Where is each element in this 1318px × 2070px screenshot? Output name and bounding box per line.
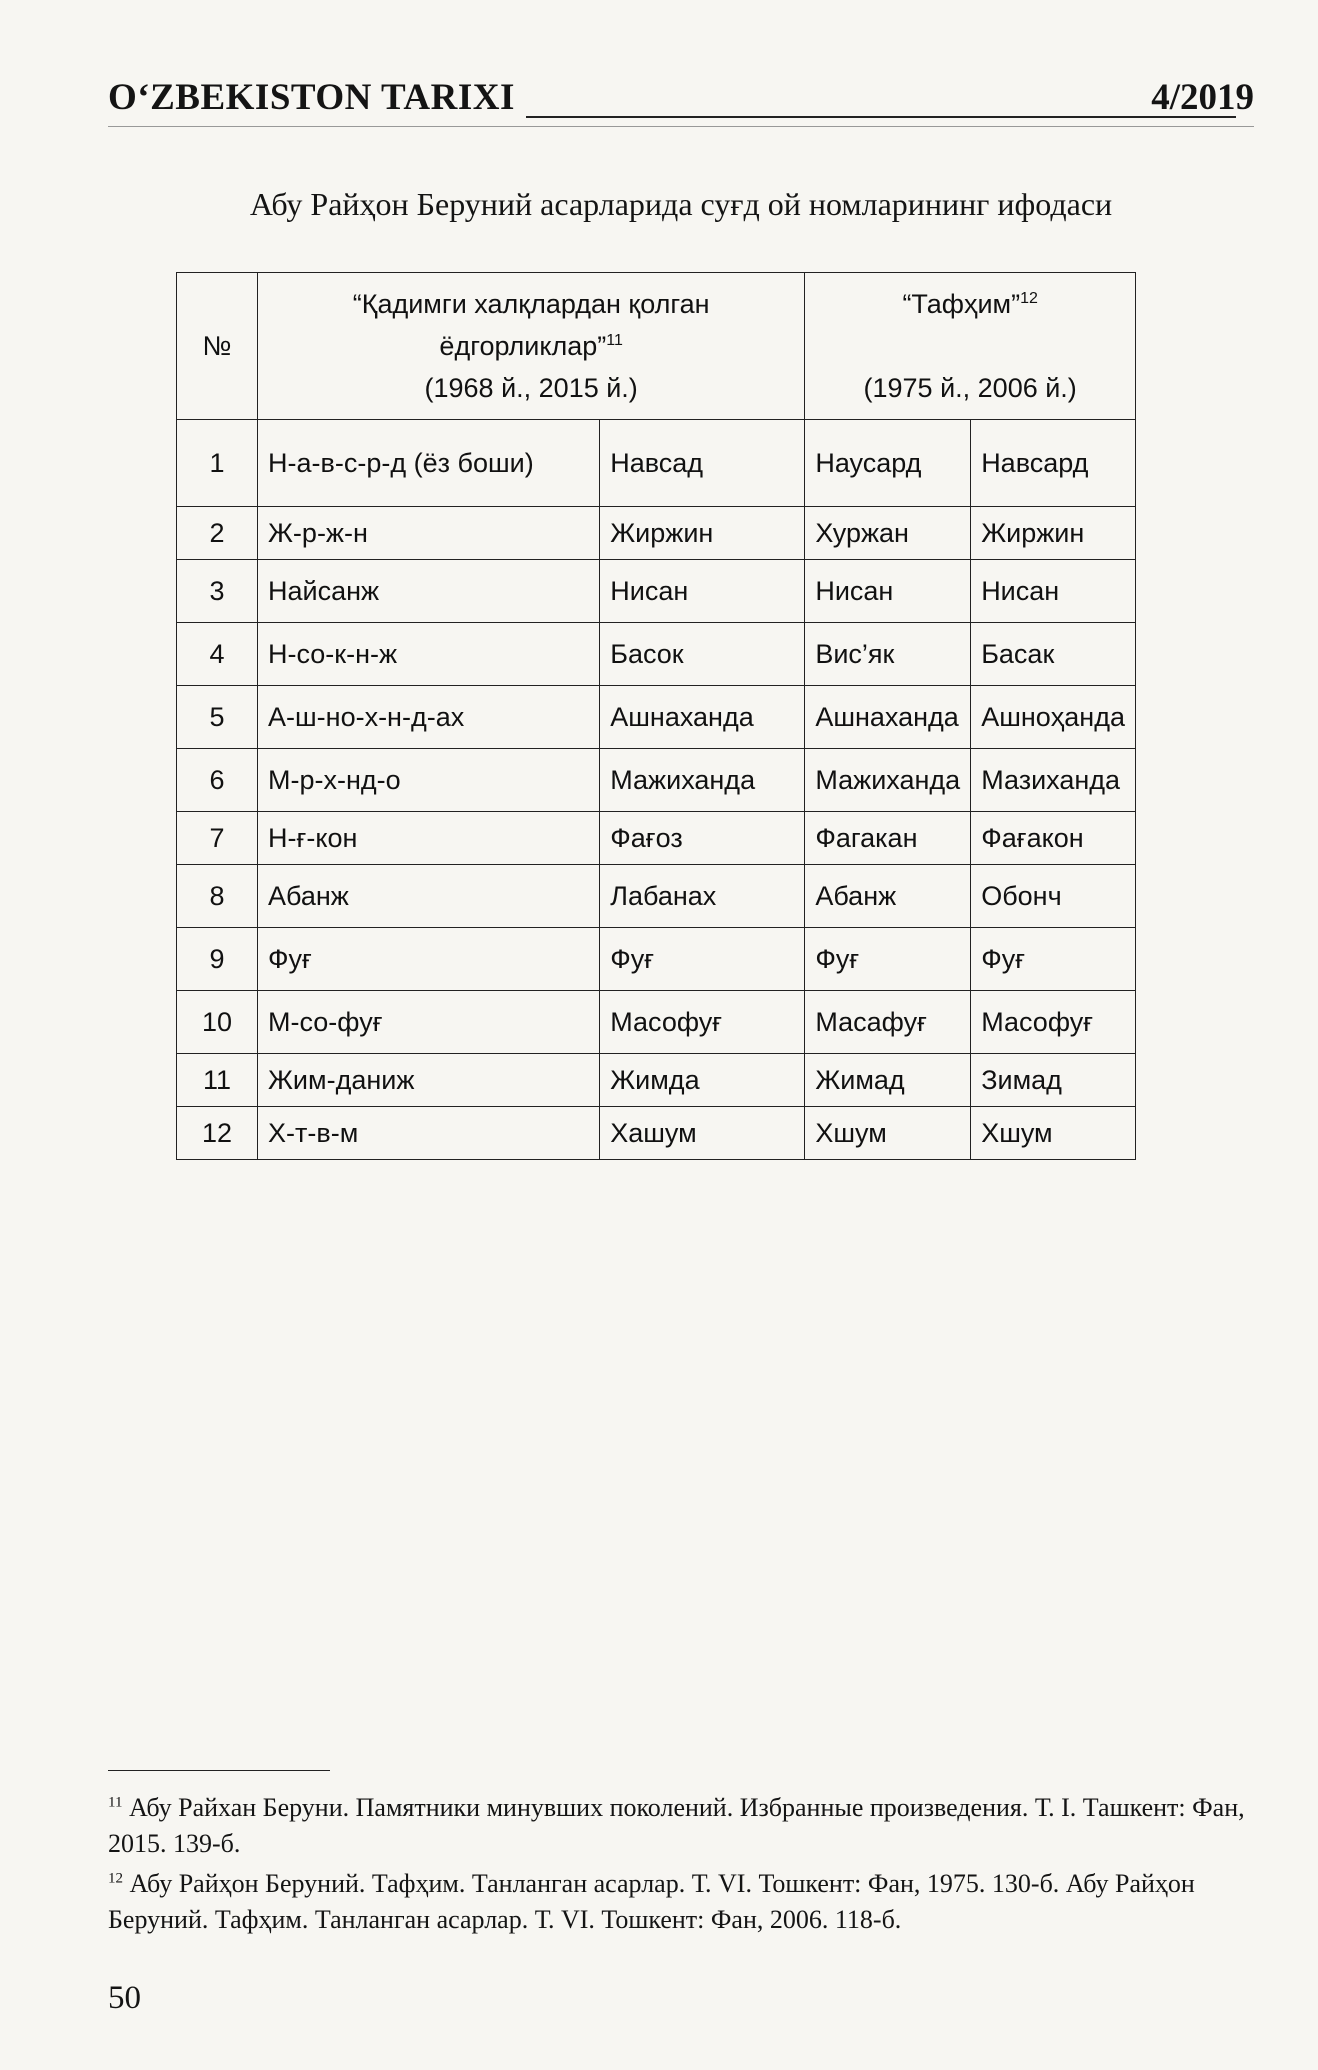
cell-source-b-reading: Басак	[971, 623, 1136, 686]
cell-number: 12	[177, 1107, 258, 1160]
cell-number: 8	[177, 865, 258, 928]
table-row	[177, 623, 1136, 686]
cell-source-a-reading: Басок	[600, 623, 805, 686]
cell-source-a-reading: Лабанах	[600, 865, 805, 928]
footnote-marker: 12	[108, 1870, 123, 1887]
table-row	[177, 749, 1136, 812]
cell-source-a-reading: Жимда	[600, 1054, 805, 1107]
footnote-ref-12: 12	[1020, 290, 1038, 307]
cell-source-a: Фуғ	[258, 928, 600, 991]
cell-source-b: Ашнаханда	[805, 686, 971, 749]
cell-source-b: Хшум	[805, 1107, 971, 1160]
header-underline	[108, 126, 1254, 127]
cell-number: 11	[177, 1054, 258, 1107]
table-row	[177, 991, 1136, 1054]
cell-number: 4	[177, 623, 258, 686]
cell-number: 5	[177, 686, 258, 749]
cell-source-b-reading: Навсард	[971, 420, 1136, 507]
cell-source-b-reading: Обонч	[971, 865, 1136, 928]
header-source-b	[805, 273, 1136, 420]
cell-source-a: Н-со-к-н-ж	[258, 623, 600, 686]
cell-source-a-reading: Масофуғ	[600, 991, 805, 1054]
cell-source-a-reading: Хашум	[600, 1107, 805, 1160]
cell-source-b-reading: Жиржин	[971, 507, 1136, 560]
cell-source-b-reading: Фуғ	[971, 928, 1136, 991]
source-b-title: “Тафҳим”	[902, 289, 1021, 319]
cell-source-a: М-р-х-нд-о	[258, 749, 600, 812]
table-row	[177, 865, 1136, 928]
source-a-title: “Қадимги халқлардан қолган ёдгорликлар”	[352, 289, 710, 361]
cell-source-a-reading: Нисан	[600, 560, 805, 623]
table-row	[177, 686, 1136, 749]
footnote-text: Абу Райҳон Беруний. Тафҳим. Танланган асарлар. Т. VI. Тошкент: Фан, 1975. 130-б. Абу Райҳон Беруний. Тафҳим. Танланган асарлар. Т. VI. Тошкент: Фан, 2006. 118-б.	[108, 1869, 1195, 1934]
cell-source-b: Нисан	[805, 560, 971, 623]
table-body	[177, 420, 1136, 1160]
footnote-11	[108, 1790, 1268, 1862]
cell-source-a: Ж-р-ж-н	[258, 507, 600, 560]
cell-source-b: Наусард	[805, 420, 971, 507]
cell-source-b: Жимад	[805, 1054, 971, 1107]
footnote-marker: 11	[108, 1794, 123, 1811]
table-row	[177, 1107, 1136, 1160]
cell-source-a: М-со-фуғ	[258, 991, 600, 1054]
journal-title: O‘ZBEKISTON TARIXI	[108, 77, 515, 118]
cell-source-b: Вис’як	[805, 623, 971, 686]
header-number: №	[177, 273, 258, 420]
cell-source-a: Жим-даниж	[258, 1054, 600, 1107]
sogdian-months-table	[176, 272, 1136, 1160]
cell-source-a: Н-ғ-кон	[258, 812, 600, 865]
cell-source-b: Фуғ	[805, 928, 971, 991]
cell-source-b: Хуржан	[805, 507, 971, 560]
cell-source-b: Фагакан	[805, 812, 971, 865]
cell-source-b-reading: Фағакон	[971, 812, 1136, 865]
table-row	[177, 1054, 1136, 1107]
cell-source-b-reading: Мазиханда	[971, 749, 1136, 812]
cell-number: 2	[177, 507, 258, 560]
cell-source-a: А-ш-но-х-н-д-ах	[258, 686, 600, 749]
cell-source-b-reading: Нисан	[971, 560, 1136, 623]
cell-source-a: Н-а-в-с-р-д (ёз боши)	[258, 420, 600, 507]
header-rule	[526, 116, 1236, 118]
table-header-row	[177, 273, 1136, 420]
table-row	[177, 812, 1136, 865]
cell-source-a: Абанж	[258, 865, 600, 928]
source-b-years: (1975 й., 2006 й.)	[863, 373, 1077, 403]
table-row	[177, 928, 1136, 991]
cell-source-b-reading: Ашноҳанда	[971, 686, 1136, 749]
cell-source-a-reading: Жиржин	[600, 507, 805, 560]
footnotes	[108, 1790, 1268, 1942]
cell-number: 1	[177, 420, 258, 507]
cell-source-b-reading: Масофуғ	[971, 991, 1136, 1054]
footnote-text: Абу Райхан Беруни. Памятники минувших поколений. Избранные произведения. Т. I. Ташкент: Фан, 2015. 139-б.	[108, 1793, 1245, 1858]
footnote-12	[108, 1866, 1268, 1938]
cell-number: 10	[177, 991, 258, 1054]
cell-number: 3	[177, 560, 258, 623]
table-row	[177, 507, 1136, 560]
cell-source-b: Мажиханда	[805, 749, 971, 812]
cell-source-a-reading: Мажиханда	[600, 749, 805, 812]
cell-number: 6	[177, 749, 258, 812]
cell-source-b-reading: Хшум	[971, 1107, 1136, 1160]
issue-number: 4/2019	[1151, 77, 1254, 118]
cell-number: 9	[177, 928, 258, 991]
cell-number: 7	[177, 812, 258, 865]
cell-source-b-reading: Зимад	[971, 1054, 1136, 1107]
cell-source-a-reading: Ашнаханда	[600, 686, 805, 749]
table-caption: Абу Райҳон Беруний асарларида суғд ой номларининг ифодаси	[249, 186, 1113, 222]
cell-source-b: Масафуғ	[805, 991, 971, 1054]
table-row	[177, 560, 1136, 623]
header-source-a	[258, 273, 805, 420]
cell-source-a: Найсанж	[258, 560, 600, 623]
footnote-rule	[108, 1770, 330, 1771]
cell-source-a-reading: Фуғ	[600, 928, 805, 991]
cell-source-a: Х-т-в-м	[258, 1107, 600, 1160]
cell-source-b: Абанж	[805, 865, 971, 928]
footnote-ref-11: 11	[606, 332, 623, 349]
cell-source-a-reading: Навсад	[600, 420, 805, 507]
running-header	[108, 70, 1254, 130]
table-row	[177, 420, 1136, 507]
page-number: 50	[108, 1980, 141, 2016]
cell-source-a-reading: Фағоз	[600, 812, 805, 865]
source-a-years: (1968 й., 2015 й.)	[424, 373, 638, 403]
